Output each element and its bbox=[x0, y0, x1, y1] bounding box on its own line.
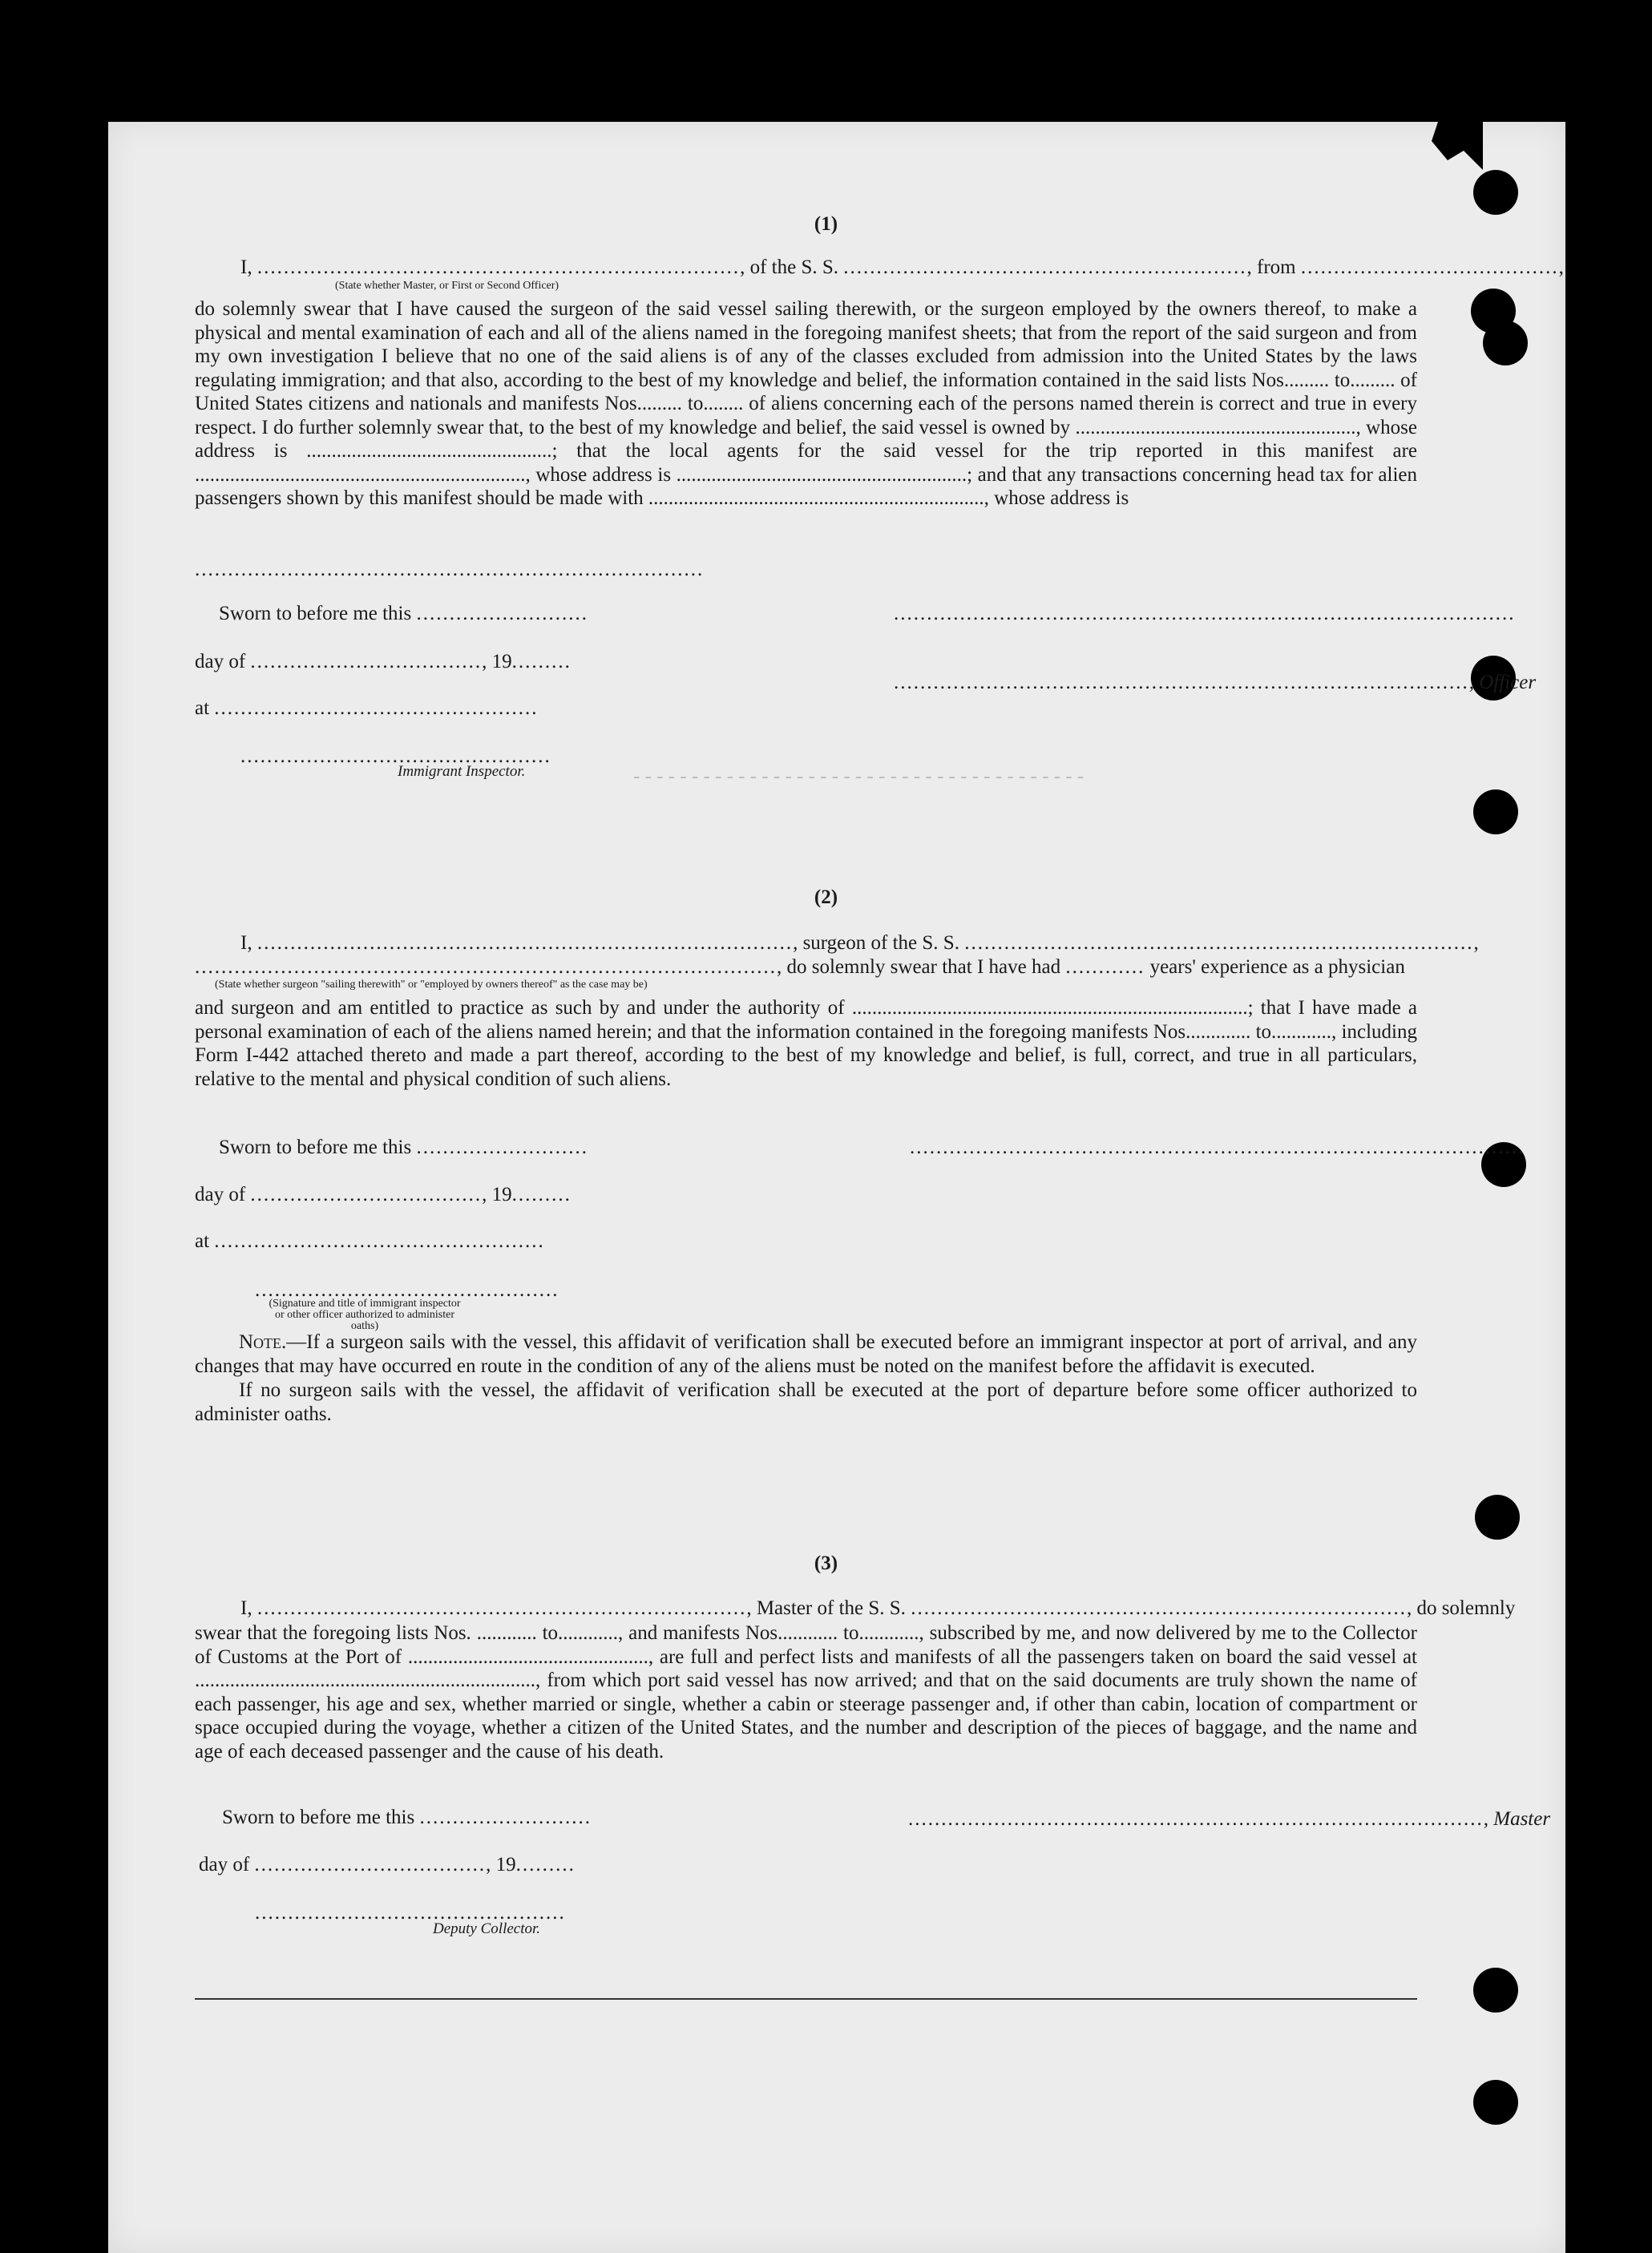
s2-at: at .................................................. bbox=[195, 1230, 545, 1252]
s2-note: Note.—If a surgeon sails with the vessel, this affidavit of verification shall be executed before an immigrant inspector at port of arrival, and any changes that may have occurred en route in the condition of any of the aliens must be noted on the manifest before the affidavit is executed. If no surgeon sails with the vessel, the affidavit of verification shall be executed at the port of departure before some officer authorized to administer oaths. bbox=[195, 1331, 1417, 1425]
s3-paragraph: swear that the foregoing lists Nos. ............ to............, and manifests Nos............ to............, subscribed by me, and now delivered by me to the Collector of Customs at the Port of ................................................, are full and perfect lists and manifests of all the passengers taken on board the said vessel at ...................................................................., from which port said vessel has now arrived; and that on the said documents are truly shown the name of each passenger, his age and sex, whether married or single, whether a cabin or steerage passenger and, if other than cabin, location of compartment or space occupied during the voyage, whether a citizen of the United States, and the number and description of the pieces of baggage, and the name and age of each deceased passenger and the cause of his death. bbox=[195, 1622, 1417, 1762]
s1-line1: I, ........................................................................., of the S. S. ............................................................., from ......................................., bbox=[240, 256, 1565, 278]
s2-line1: I, ................................................................................., surgeon of the S. S. ............................................................................., bbox=[240, 932, 1480, 954]
s1-sworn: Sworn to before me this .......................... bbox=[219, 603, 588, 624]
s2-day-of: day of ..................................., 19......... bbox=[195, 1184, 572, 1205]
punch-hole bbox=[1473, 2080, 1518, 2125]
s2-sworn: Sworn to before me this .......................... bbox=[219, 1137, 588, 1158]
s1-at: at ................................................. bbox=[195, 697, 539, 719]
s1-inspector-line: ............................................... bbox=[240, 745, 551, 767]
s2-paragraph: and surgeon and am entitled to practice as such by and under the authority of ...............................................................................; that I have made a personal examination of each of the aliens named herein; and that the information contained in the foregoing manifests Nos............. to............, including Form I-442 attached thereto and made a part thereof, according to the best of my knowledge and belief, is full, correct, and true in all particulars, relative to the mental and physical condition of such aliens. bbox=[195, 997, 1417, 1090]
punch-hole bbox=[1483, 321, 1528, 365]
punch-hole bbox=[1473, 170, 1518, 215]
s1-blank-line: ............................................................................. bbox=[195, 559, 705, 580]
punch-hole bbox=[1475, 1495, 1520, 1540]
punch-hole bbox=[1473, 789, 1518, 834]
section-3-number: (3) bbox=[814, 1552, 838, 1574]
s2-caption-surgeon: (State whether surgeon "sailing therewith" or "employed by owners thereof" as the case may be) bbox=[215, 979, 648, 991]
s3-deputy-line: ............................................... bbox=[255, 1902, 566, 1924]
s2-caption-signature: (Signature and title of immigrant inspector or other officer authorized to administer oaths) bbox=[269, 1298, 461, 1332]
section-2-number: (2) bbox=[814, 886, 838, 908]
s3-master-line: ......................................................................................., Master bbox=[908, 1808, 1551, 1830]
s2-signature-line: ............................................................................................. bbox=[910, 1137, 1525, 1158]
s2-line2: ........................................................................................, do solemnly swear that I have had ............ years' experience as a physician bbox=[195, 956, 1405, 978]
s1-bleed-through: - - - - - - - - - - - - - - - - - - - - - - - - - - - - - - - - - - - - - - - bbox=[633, 765, 1085, 787]
s1-paragraph: do solemnly swear that I have caused the surgeon of the said vessel sailing therewith, or the surgeon employed by the owners thereof, to make a physical and mental examination of each and all of the aliens named in the foregoing manifest sheets; that from the report of the said surgeon and from my own investigation I believe that no one of the said aliens is of any of the classes excluded from admission into the United States by the laws regulating immigration; and that also, according to the best of my knowledge and belief, the information contained in the said lists Nos......... to......... of United States citizens and nationals and manifests Nos......... to........ of aliens concerning each of the persons named therein is correct and true in every respect. I do further solemnly swear that, to the best of my knowledge and belief, the said vessel is owned by ........................................................, whose address is .................................................; that the local agents for the said vessel for the trip reported in this manifest are .................................................................., whose address is ..........................................................; and that any transactions concerning head tax for alien passengers shown by this manifest should be made with ..................................................................., whose address is bbox=[195, 298, 1417, 509]
s3-sworn: Sworn to before me this .......................... bbox=[222, 1807, 592, 1828]
s1-inspector-caption: Immigrant Inspector. bbox=[398, 763, 526, 780]
s1-caption-rank: (State whether Master, or First or Second Officer) bbox=[335, 280, 559, 292]
s3-deputy-caption: Deputy Collector. bbox=[433, 1920, 541, 1937]
bottom-rule bbox=[195, 1998, 1417, 2000]
section-1-number: (1) bbox=[814, 213, 838, 235]
s2-sig-line: .............................................. bbox=[255, 1279, 559, 1301]
s3-day-of: day of ..................................., 19......... bbox=[199, 1854, 576, 1875]
s1-signature-line: .............................................................................................. bbox=[894, 603, 1516, 624]
s3-line1: I, .........................................................................., Master of the S. S. ..........................................................................., do solemnly bbox=[240, 1597, 1516, 1619]
punch-hole bbox=[1473, 1968, 1518, 2013]
s1-day-of: day of ..................................., 19......... bbox=[195, 651, 572, 672]
s1-officer-line: ......................................................................................., Officer bbox=[894, 672, 1537, 693]
